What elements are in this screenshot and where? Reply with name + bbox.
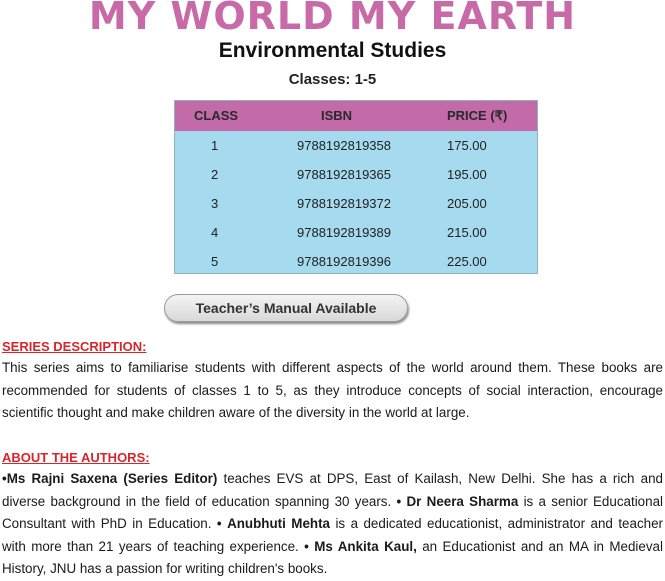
author-bio: is a senior Educational Consultant with PhD in Education. [2,493,663,532]
cell-class: 5 [211,254,219,269]
column-header-class: CLASS [194,108,239,123]
table-row [175,247,537,276]
bullet-icon: • [216,516,222,532]
table-row [175,160,537,189]
table-row [175,131,537,160]
column-header-isbn: ISBN [321,108,353,123]
bullet-icon: • [2,471,7,486]
author-bio: an Educationist and an MA in Medieval History, JNU has a passion for writing children's books. [2,538,663,577]
author-bio: teaches EVS at DPS, East of Kailash, New Delhi. She has a rich and diverse background in the field of education spanning 30 years. [2,471,663,509]
author-name: Ms Ankita Kaul, [314,538,417,554]
author-bio: is a dedicated educationist, administrator and teacher with more than 21 years of teaching experience. [2,516,663,554]
table-header [175,101,537,131]
about-authors-text [2,468,663,581]
cell-class: 3 [211,196,219,211]
classes-label: Classes: 1-5 [288,71,377,88]
cell-price: 205.00 [447,196,487,211]
cell-price: 175.00 [447,138,487,153]
cell-class: 1 [211,138,219,153]
author-name: Anubhuti Mehta [227,516,330,532]
cell-isbn: 9788192819389 [297,225,391,240]
cell-price: 195.00 [447,167,487,182]
teachers-manual-badge: Teacher’s Manual Available [164,294,408,322]
about-authors-heading: ABOUT THE AUTHORS: [2,450,150,465]
cell-class: 2 [211,167,219,182]
cell-isbn: 9788192819372 [297,196,391,211]
subject-title: Environmental Studies [218,39,447,62]
table-row [175,189,537,218]
table-row [175,218,537,247]
bullet-icon: • [396,493,402,509]
author-name: Ms Rajni Saxena (Series Editor) [6,471,218,486]
author-name: Dr Neera Sharma [406,493,519,509]
cell-price: 215.00 [447,225,487,240]
cell-isbn: 9788192819358 [297,138,391,153]
column-header-price: PRICE (₹) [447,108,508,123]
price-table [174,100,538,274]
cell-isbn: 9788192819365 [297,167,391,182]
series-title: MY WORLD MY EARTH [88,0,577,38]
series-description-heading: SERIES DESCRIPTION: [2,339,147,354]
cell-class: 4 [211,225,219,240]
series-description-text: This series aims to familiarise students with different aspects of the world around them. These books are recommended for students of classes 1 to 5, as they introduce concepts of social interaction, encourage scientific thought and make children aware of the diversity in the world at large. [2,360,663,421]
cell-price: 225.00 [447,254,487,269]
cell-isbn: 9788192819396 [297,254,391,269]
bullet-icon: • [304,538,309,554]
